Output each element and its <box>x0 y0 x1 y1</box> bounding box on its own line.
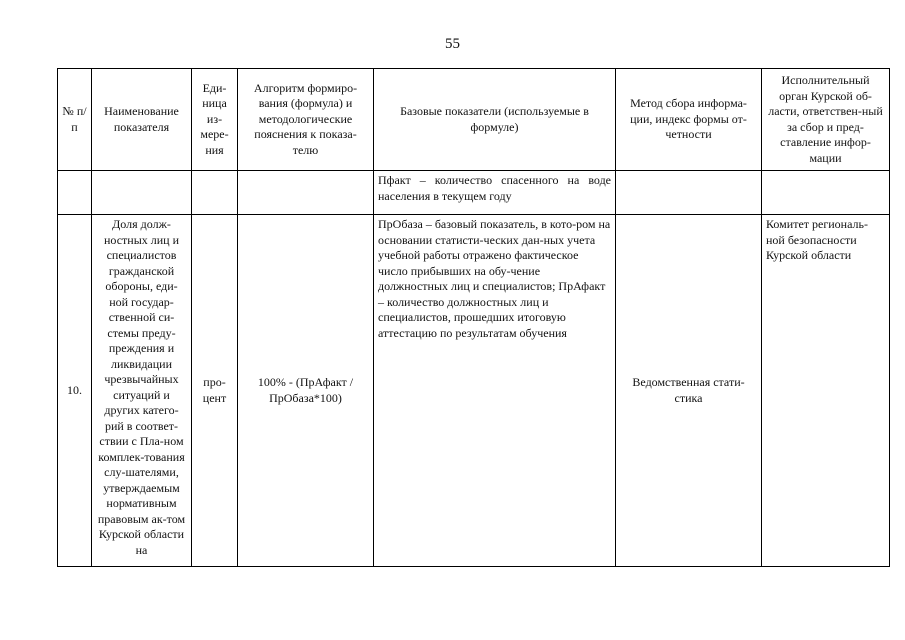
header-algorithm: Алгоритм формиро-вания (формула) и методологические пояснения к показа-телю <box>238 69 374 171</box>
header-base-indicators: Базовые показатели (используемые в формуле) <box>374 69 616 171</box>
header-unit: Еди-ница из-мере-ния <box>192 69 238 171</box>
cell-executor: Комитет региональ-ной безопасности Курской области <box>762 215 890 567</box>
cell-unit: про-цент <box>192 215 238 567</box>
cell-empty <box>92 171 192 215</box>
indicators-table <box>57 68 890 567</box>
header-executor: Исполнительный орган Курской об-ласти, ответствен-ный за сбор и пред-ставление инфор-мации <box>762 69 890 171</box>
table-row <box>58 171 890 215</box>
cell-empty <box>58 171 92 215</box>
cell-base-continuation: Пфакт – количество спасенного на воде населения в текущем году <box>374 171 616 215</box>
header-name: Наименование показателя <box>92 69 192 171</box>
table-row <box>58 215 890 567</box>
cell-empty <box>192 171 238 215</box>
cell-indicator-name: Доля долж-ностных лиц и специалистов гражданской обороны, еди-ной государ-ственной си-стемы преду-преждения и ликвидации чрезвычайных ситуаций и других катего-рий в соответ-ствии с Пла-ном комплек-тования слу-шателями, утверждаемым нормативным правовым ак-том Курской области на <box>92 215 192 567</box>
header-num: № п/п <box>58 69 92 171</box>
cell-base-indicators: ПрОбаза – базовый показатель, в кото-ром на основании статисти-ческих дан-ных учета учебной работы отражено фактическое число прибывших на обу-чение должностных лиц и специалистов; ПрАфакт – количество должностных лиц и специалистов, прошедших итоговую аттестацию по результатам обучения <box>374 215 616 567</box>
cell-empty <box>238 171 374 215</box>
cell-num: 10. <box>58 215 92 567</box>
page-number: 55 <box>445 36 460 52</box>
cell-empty <box>762 171 890 215</box>
cell-collection-method: Ведомственная стати-стика <box>616 215 762 567</box>
cell-empty <box>616 171 762 215</box>
cell-algorithm: 100% - (ПрАфакт /ПрОбаза*100) <box>238 215 374 567</box>
header-collection-method: Метод сбора информа-ции, индекс формы от-четности <box>616 69 762 171</box>
table-header-row <box>58 69 890 171</box>
